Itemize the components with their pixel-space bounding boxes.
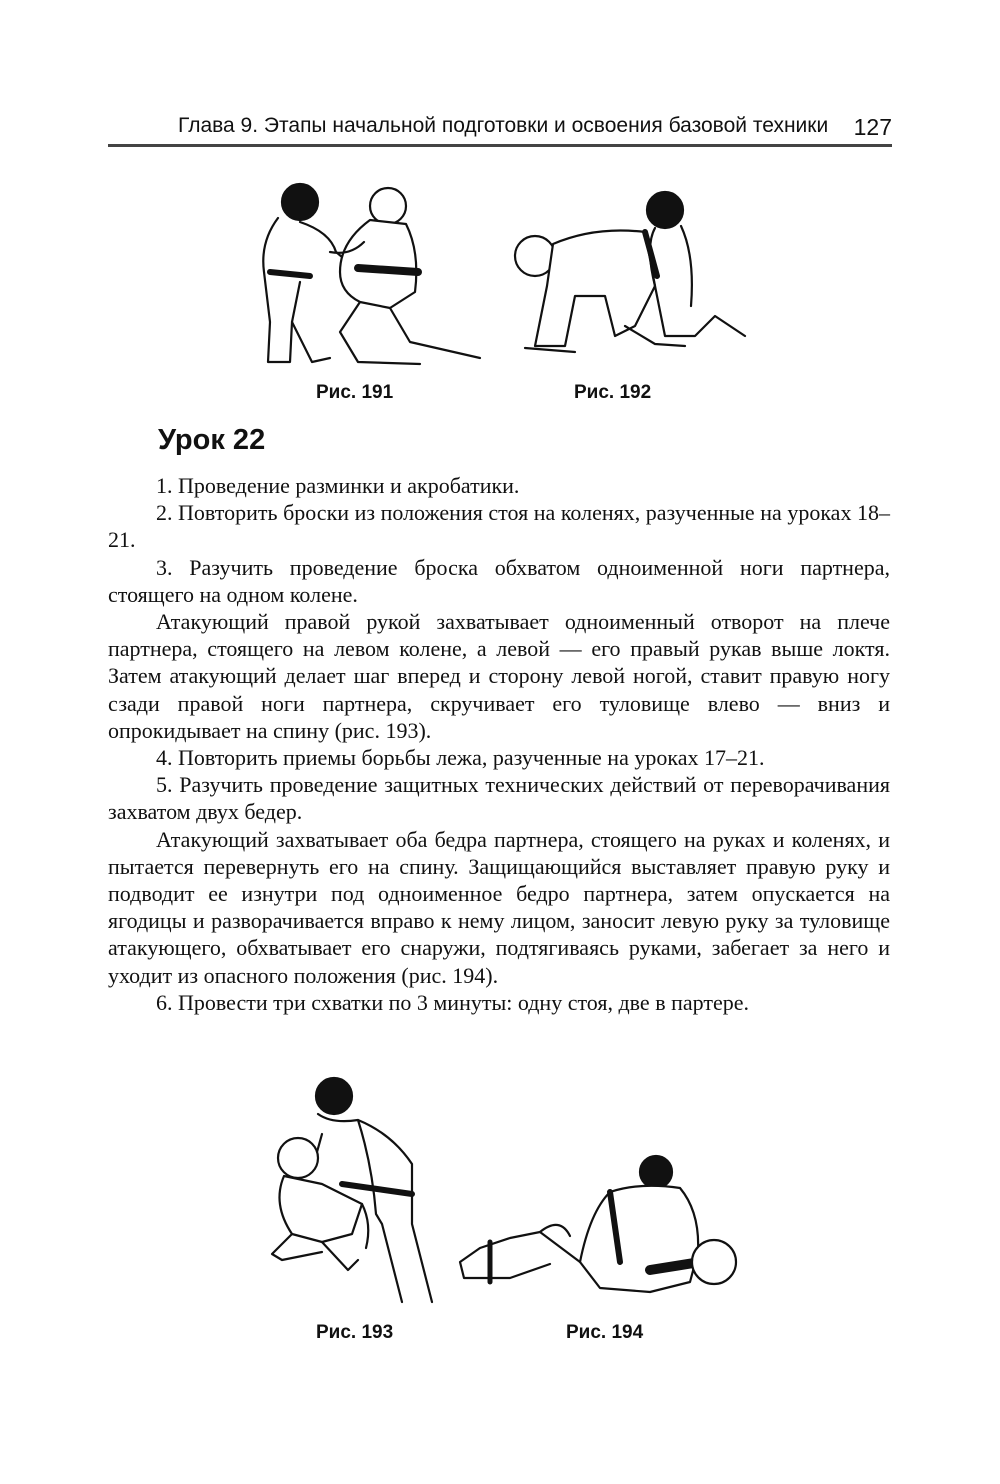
lesson-title: Урок 22 (158, 424, 266, 456)
figure-191-illustration (240, 172, 500, 372)
lesson-body (108, 472, 890, 1016)
lesson-paragraph: 2. Повторить броски из положения стоя на коленях, разученные на уроках 18–21. (108, 500, 890, 553)
figure-caption-192: Рис. 192 (574, 382, 652, 403)
lesson-paragraph: 4. Повторить приемы борьбы лежа, разученные на уроках 17–21. (156, 745, 765, 771)
lesson-paragraph: 5. Разучить проведение защитных технических действий от переворачивания захватом двух бедер. (108, 772, 890, 825)
figure-192-illustration (505, 186, 755, 366)
lesson-paragraph: 3. Разучить проведение броска обхватом одноименной ноги партнера, стоящего на одном колене. (108, 554, 890, 607)
figure-193-illustration (262, 1074, 462, 1306)
running-head (108, 104, 892, 147)
lesson-paragraph: 1. Проведение разминки и акробатики. (156, 473, 520, 498)
lesson-paragraph: Атакующий правой рукой захватывает одноименный отворот на плече партнера, стоящего на левом колене, а левой — его правый рукав выше локтя. Затем атакующий делает шаг вперед и сторону левой ногой, ставит правую ногу сзади правой ноги партнера, скручивает его туловище влево — вниз и опрокидывает на спину (рис. 193). (108, 609, 890, 743)
page-number: 127 (853, 114, 892, 140)
lesson-paragraph: Атакующий захватывает оба бедра партнера, стоящего на руках и коленях, и пытается перевернуть его на спину. Защищающийся выставляет правую руку и подводит ее изнутри под одноименное бедро партнера, затем опускается на ягодицы и разворачивается вправо к нему лицом, заносит левую руку за туловище атакующего, обхватывает его снаружи, подтягиваясь руками, забегает за него и уходит из опасного положения (рис. 194). (108, 826, 890, 988)
figure-caption-193: Рис. 193 (316, 1322, 394, 1343)
figure-caption-191: Рис. 191 (316, 382, 394, 403)
chapter-title: Глава 9. Этапы начальной подготовки и освоения базовой техники (178, 114, 829, 137)
figure-194-illustration (450, 1152, 750, 1312)
lesson-paragraph: 6. Провести три схватки по 3 минуты: одну стоя, две в партере. (156, 989, 749, 1015)
figure-caption-194: Рис. 194 (566, 1322, 644, 1343)
